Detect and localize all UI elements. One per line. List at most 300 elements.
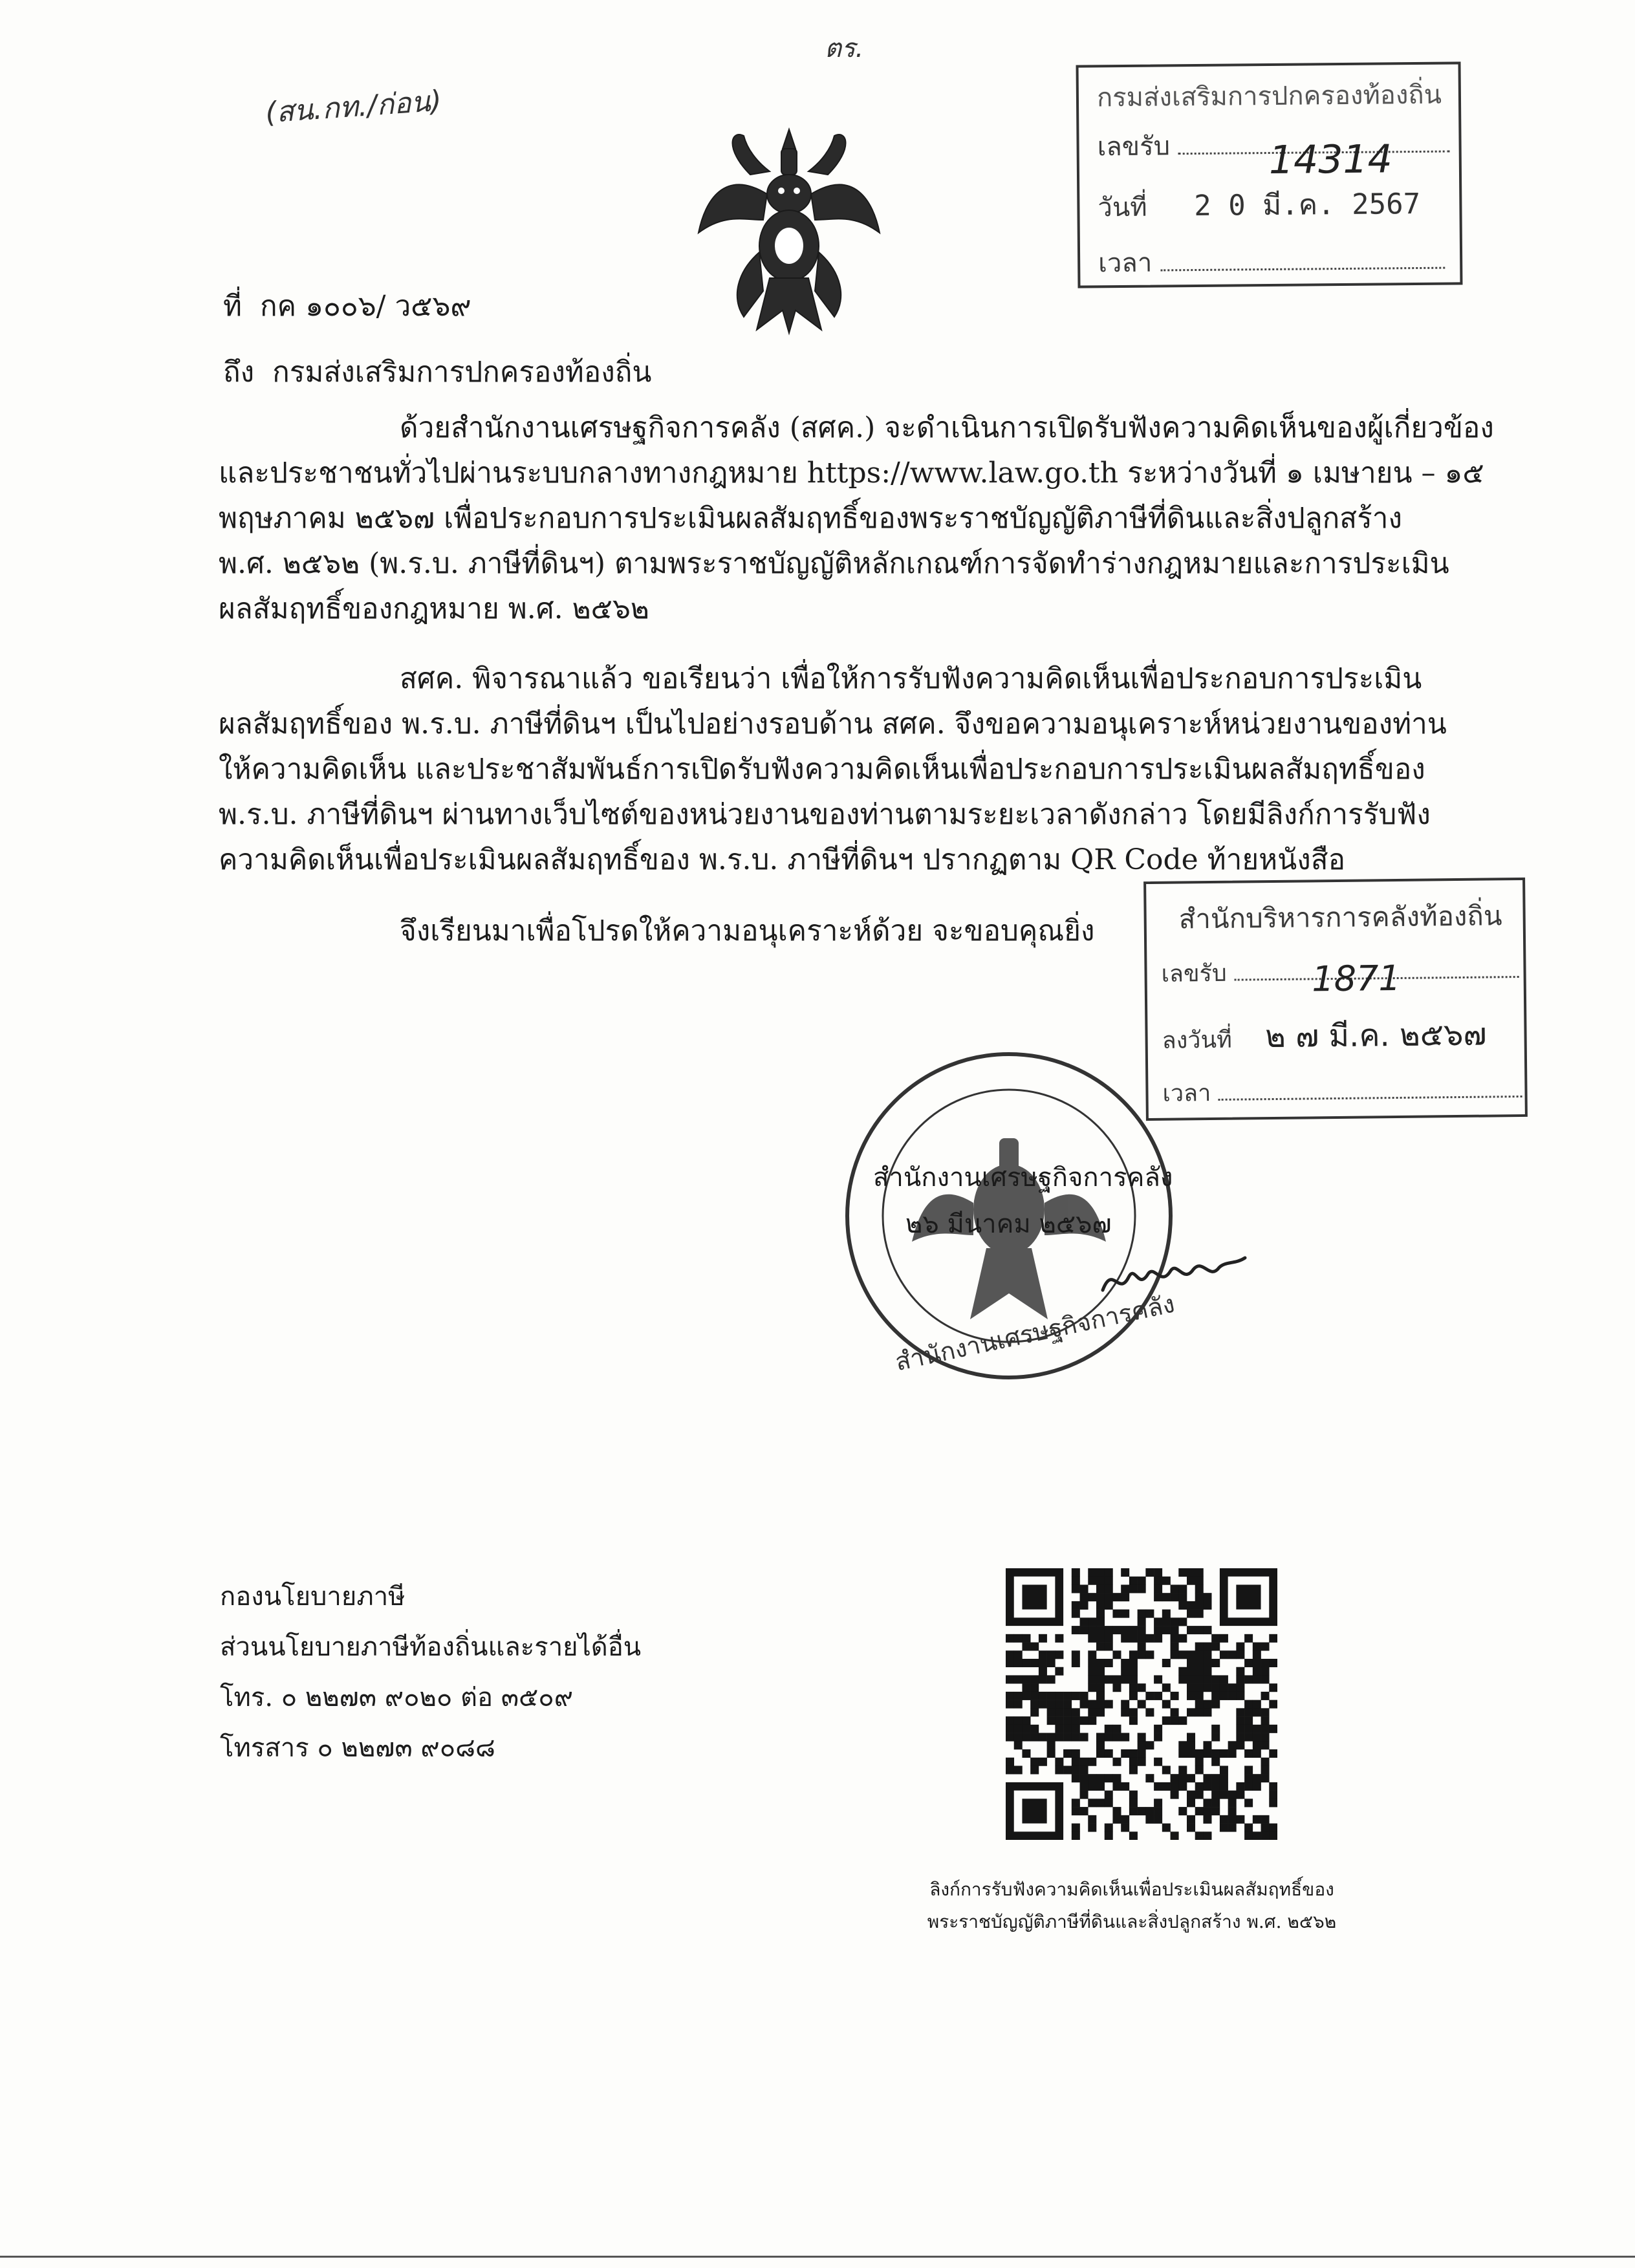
qr-module [1039,1634,1047,1643]
qr-module [1129,1749,1138,1758]
qr-module [1006,1758,1014,1766]
top-mark: ตร. [825,34,864,63]
qr-module [1195,1791,1204,1799]
qr-module [1178,1774,1187,1782]
qr-module [1014,1650,1023,1659]
qr-module [1203,1708,1211,1716]
qr-module [1162,1766,1171,1774]
qr-module [1022,1725,1030,1733]
qr-module [1105,1675,1113,1683]
qr-module [1006,1725,1014,1733]
stamp-2-number-label: เลขรับ [1161,960,1227,988]
qr-module [1162,1782,1171,1791]
qr-module [1121,1568,1129,1577]
qr-module [1055,1733,1063,1742]
qr-module [1022,1692,1030,1700]
qr-module [1195,1650,1204,1659]
qr-module [1080,1774,1088,1782]
qr-module [1063,1725,1072,1733]
qr-module [1178,1675,1187,1683]
stamp-2-date-row [1162,1010,1487,1063]
qr-module [1047,1741,1056,1749]
qr-module [1072,1601,1080,1610]
qr-module [1121,1749,1129,1758]
qr-module [1022,1733,1030,1742]
qr-module [1080,1617,1088,1626]
qr-module [1244,1782,1253,1791]
qr-module [1154,1692,1162,1700]
qr-module [1129,1634,1138,1643]
qr-module [1030,1683,1039,1692]
qr-module [1211,1692,1220,1700]
qr-module [1022,1716,1030,1725]
office-seal [841,1048,1177,1384]
qr-module [1088,1716,1096,1725]
qr-module [1261,1692,1270,1700]
qr-module [1195,1807,1204,1815]
qr-module [1105,1774,1113,1782]
qr-module [1261,1733,1270,1742]
qr-module [1138,1643,1146,1651]
qr-module [1203,1659,1211,1667]
qr-module [1244,1798,1253,1807]
qr-module [1187,1791,1195,1799]
qr-module [1105,1749,1113,1758]
qr-module [1171,1692,1179,1700]
qr-module [1039,1700,1047,1709]
stamp-2-number-line [1234,957,1519,1000]
scan-edge-divider [0,2256,1635,2258]
qr-module [1253,1700,1261,1709]
qr-module [1220,1683,1228,1692]
qr-module [1129,1584,1138,1593]
qr-module [1105,1725,1113,1733]
qr-module [1261,1725,1270,1733]
qr-module [1063,1733,1072,1742]
qr-module [1253,1733,1261,1742]
qr-module [1105,1700,1113,1709]
qr-module [1096,1617,1105,1626]
qr-module [1096,1577,1105,1585]
qr-module [1195,1700,1204,1709]
qr-module [1211,1634,1220,1643]
stamp-1-number-row [1097,123,1450,184]
qr-module [1138,1758,1146,1766]
qr-module [1145,1815,1154,1824]
qr-module [1121,1626,1129,1634]
qr-module [1228,1741,1237,1749]
qr-module [1105,1824,1113,1832]
qr-module [1138,1683,1146,1692]
qr-module [1269,1791,1277,1799]
qr-module [1195,1708,1204,1716]
qr-module [1022,1634,1030,1643]
qr-module [1178,1650,1187,1659]
qr-module [1145,1807,1154,1815]
qr-module [1072,1766,1080,1774]
qr-module [1187,1798,1195,1807]
qr-module [1121,1667,1129,1676]
qr-module [1096,1692,1105,1700]
qr-module [1047,1675,1056,1683]
qr-module [1014,1675,1023,1683]
qr-module [1203,1798,1211,1807]
reference-line [223,283,471,329]
qr-module [1022,1675,1030,1683]
qr-module [1236,1643,1244,1651]
qr-module [1072,1798,1080,1807]
stamp-2-time-row [1162,1071,1522,1112]
receipt-stamp-2 [1143,878,1528,1121]
qr-module [1154,1593,1162,1601]
qr-module [1072,1577,1080,1585]
qr-module [1121,1634,1129,1643]
qr-module [1211,1659,1220,1667]
qr-module [1187,1675,1195,1683]
qr-module [1203,1643,1211,1651]
qr-module [1261,1675,1270,1683]
qr-module [1244,1708,1253,1716]
qr-module [1261,1667,1270,1676]
qr-module [1195,1675,1204,1683]
stamp-1-date-row [1098,181,1420,229]
qr-module [1096,1626,1105,1634]
qr-module [1211,1683,1220,1692]
qr-module [1220,1650,1228,1659]
qr-module [1211,1807,1220,1815]
qr-module [1129,1758,1138,1766]
qr-module [1121,1700,1129,1709]
qr-module [1030,1708,1039,1716]
qr-module [1187,1815,1195,1824]
qr-module [1088,1675,1096,1683]
qr-module [1171,1716,1179,1725]
qr-module [1211,1774,1220,1782]
qr-module [1080,1807,1088,1815]
qr-module [1030,1733,1039,1742]
qr-module [1129,1675,1138,1683]
qr-module [1195,1593,1204,1601]
stamp-1-date-value: 2 0 มี.ค. 2567 [1194,187,1421,223]
qr-module [1253,1667,1261,1676]
qr-caption-line-2: พระราชบัญญัติภาษีที่ดินและสิ่งปลูกสร้าง พ.ศ. ๒๕๖๒ [927,1911,1337,1932]
qr-module [1129,1798,1138,1807]
qr-module [1112,1782,1121,1791]
qr-module [1171,1650,1179,1659]
qr-module [1171,1584,1179,1593]
qr-module [1072,1774,1080,1782]
qr-module [1195,1683,1204,1692]
qr-module [1105,1643,1113,1651]
qr-module [1187,1610,1195,1618]
qr-module [1088,1659,1096,1667]
qr-module [1211,1733,1220,1742]
stamp-1-time-label: เวลา [1098,248,1153,279]
qr-module [1195,1568,1204,1577]
qr-module [1030,1692,1039,1700]
qr-module [1244,1824,1253,1832]
qr-module [1096,1749,1105,1758]
qr-module [1072,1831,1080,1840]
qr-module [1187,1741,1195,1749]
stamp-1-time-line [1160,267,1445,272]
qr-module [1244,1725,1253,1733]
qr-module [1022,1683,1030,1692]
qr-module [1236,1741,1244,1749]
qr-module [1178,1617,1187,1626]
qr-module [1039,1650,1047,1659]
qr-module [1129,1650,1138,1659]
qr-module [1162,1593,1171,1601]
qr-module [1030,1725,1039,1733]
qr-module [1112,1683,1121,1692]
qr-module [1121,1815,1129,1824]
qr-module [1253,1708,1261,1716]
qr-module [1080,1782,1088,1791]
qr-module [1072,1725,1080,1733]
receipt-stamp-1 [1076,61,1463,288]
qr-module [1178,1568,1187,1577]
qr-module [1096,1568,1105,1577]
qr-module [1261,1831,1270,1840]
qr-module [1253,1643,1261,1651]
qr-module [1220,1824,1228,1832]
qr-module [1096,1741,1105,1749]
qr-module [1162,1659,1171,1667]
body-line: พฤษภาคม ๒๕๖๗ เพื่อประกอบการประเมินผลสัมฤทธิ์ของพระราชบัญญัติภาษีที่ดินและสิ่งปลูกสร้าง [219,502,1402,535]
qr-module [1129,1577,1138,1585]
qr-module [1228,1798,1237,1807]
qr-module [1129,1692,1138,1700]
qr-module [1080,1692,1088,1700]
qr-module [1138,1577,1146,1585]
qr-module [1203,1683,1211,1692]
qr-module [1171,1634,1179,1643]
qr-module [1105,1791,1113,1799]
qr-module [1105,1831,1113,1840]
qr-module [1105,1584,1113,1593]
qr-module [1112,1626,1121,1634]
stamp-2-time-line [1218,1096,1522,1101]
qr-module [1195,1601,1204,1610]
qr-module [1244,1733,1253,1742]
qr-module [1096,1643,1105,1651]
qr-module [1145,1708,1154,1716]
qr-module [1112,1733,1121,1742]
qr-module [1178,1584,1187,1593]
qr-module [1121,1675,1129,1683]
qr-module [1236,1667,1244,1676]
qr-module [1129,1766,1138,1774]
qr-module [1072,1708,1080,1716]
qr-module [1269,1634,1277,1643]
qr-module [1228,1815,1237,1824]
qr-module [1178,1667,1187,1676]
qr-module [1162,1700,1171,1709]
qr-module [1047,1733,1056,1742]
qr-module [1253,1659,1261,1667]
qr-module [1112,1807,1121,1815]
qr-module [1072,1733,1080,1742]
qr-module [1129,1683,1138,1692]
qr-module [1014,1659,1023,1667]
qr-module [1261,1659,1270,1667]
qr-module [1063,1708,1072,1716]
qr-module [1195,1749,1204,1758]
qr-module [1269,1659,1277,1667]
qr-module [1039,1667,1047,1676]
qr-module [1261,1758,1270,1766]
qr-module [1195,1692,1204,1700]
qr-module [1055,1716,1063,1725]
qr-module [1096,1584,1105,1593]
qr-module [1112,1675,1121,1683]
qr-module [1220,1749,1228,1758]
qr-module [1088,1617,1096,1626]
qr-module [1039,1758,1047,1766]
body-line: ความคิดเห็นเพื่อประเมินผลสัมฤทธิ์ของ พ.ร.บ. ภาษีที่ดินฯ ปรากฏตาม QR Code ท้ายหนังสือ [219,843,1346,876]
qr-module [1047,1708,1056,1716]
qr-module [1088,1683,1096,1692]
qr-module [1088,1700,1096,1709]
stamp-2-title: สำนักบริหารการคลังท้องถิ่น [1178,900,1502,935]
qr-module [1145,1741,1154,1749]
qr-module [1129,1667,1138,1676]
stamp-1-number-line [1178,136,1450,184]
qr-module [1063,1716,1072,1725]
qr-module [1187,1626,1195,1634]
qr-module [1178,1634,1187,1643]
qr-module [1088,1708,1096,1716]
qr-module [1072,1584,1080,1593]
stamp-2-number-value: 1871 [1311,957,1402,1000]
qr-module [1080,1758,1088,1766]
qr-module [1030,1675,1039,1683]
qr-module [1047,1650,1056,1659]
qr-module [1154,1725,1162,1733]
qr-module [1269,1798,1277,1807]
addressee-line [223,349,651,394]
qr-module [1039,1733,1047,1742]
qr-module [1154,1807,1162,1815]
qr-module [1072,1807,1080,1815]
qr-code[interactable] [1006,1568,1277,1840]
qr-module [1096,1675,1105,1683]
reference-number: กค ๑๐๐๖/ ว๕๖๙ [260,290,471,323]
qr-finder-center [1022,1798,1046,1823]
qr-finder-center [1022,1584,1046,1609]
qr-module [1203,1807,1211,1815]
qr-module [1039,1675,1047,1683]
qr-module [1187,1749,1195,1758]
body-line: พ.ร.บ. ภาษีที่ดินฯ ผ่านทางเว็บไซต์ของหน่วยงานของท่านตามระยะเวลาดังกล่าว โดยมีลิงก์การรับฟัง [219,798,1431,831]
qr-module [1121,1610,1129,1618]
qr-module [1030,1700,1039,1709]
qr-module [1105,1626,1113,1634]
qr-module [1138,1610,1146,1618]
qr-module [1171,1791,1179,1799]
qr-module [1096,1659,1105,1667]
qr-module [1063,1749,1072,1758]
handwritten-note: (สน.กท./ก่อน) [264,84,443,130]
qr-module [1203,1782,1211,1791]
qr-module [1129,1716,1138,1725]
qr-module [1055,1634,1063,1643]
body-line: สศค. พิจารณาแล้ว ขอเรียนว่า เพื่อให้การรับฟังความคิดเห็นเพื่อประกอบการประเมิน [400,662,1422,695]
qr-module [1112,1610,1121,1618]
qr-module [1187,1568,1195,1577]
qr-module [1162,1824,1171,1832]
qr-module [1088,1782,1096,1791]
stamp-2-date-label: ลงวันที่ [1162,1026,1233,1054]
qr-module [1178,1766,1187,1774]
qr-module [1014,1733,1023,1742]
qr-module [1171,1831,1179,1840]
qr-module [1096,1601,1105,1610]
qr-module [1072,1758,1080,1766]
qr-module [1261,1716,1270,1725]
qr-module [1014,1634,1023,1643]
qr-module [1154,1798,1162,1807]
qr-module [1171,1593,1179,1601]
qr-module [1138,1807,1146,1815]
qr-module [1105,1733,1113,1742]
stamp-2-number-row [1161,951,1519,1000]
body-line: ให้ความคิดเห็น และประชาสัมพันธ์การเปิดรับฟังความคิดเห็นเพื่อประกอบการประเมินผลสัมฤทธิ์ของ [219,753,1425,786]
qr-module [1088,1634,1096,1643]
qr-module [1080,1733,1088,1742]
qr-module [1055,1725,1063,1733]
qr-module [1178,1601,1187,1610]
qr-module [1138,1617,1146,1626]
qr-module [1269,1831,1277,1840]
qr-module [1244,1634,1253,1643]
stamp-2-time-label: เวลา [1162,1080,1211,1107]
stamp-1-number-value: 14314 [1268,136,1393,184]
qr-module [1154,1815,1162,1824]
qr-module [1138,1733,1146,1742]
qr-module [1072,1716,1080,1725]
qr-module [1096,1733,1105,1742]
qr-module [1080,1584,1088,1593]
stamp-1-title: กรมส่งเสริมการปกครองท้องถิ่น [1096,80,1442,113]
qr-module [1047,1692,1056,1700]
qr-module [1236,1782,1244,1791]
qr-module [1105,1568,1113,1577]
qr-module [1121,1733,1129,1742]
qr-module [1112,1774,1121,1782]
qr-module [1072,1568,1080,1577]
body-line: และประชาชนทั่วไปผ่านระบบกลางทางกฎหมาย https://www.law.go.th ระหว่างวันที่ ๑ เมษายน – ๑๕ [219,457,1484,490]
qr-module [1055,1692,1063,1700]
qr-module [1211,1675,1220,1683]
qr-module [1220,1675,1228,1683]
qr-module [1096,1708,1105,1716]
qr-module [1236,1650,1244,1659]
footer-tel: โทร. ๐ ๒๒๗๓ ๙๐๒๐ ต่อ ๓๕๐๙ [220,1683,574,1712]
qr-module [1244,1774,1253,1782]
qr-module [1261,1643,1270,1651]
qr-module [1261,1824,1270,1832]
qr-module [1269,1725,1277,1733]
qr-module [1121,1782,1129,1791]
qr-module [1187,1601,1195,1610]
qr-module [1088,1577,1096,1585]
qr-module [1088,1758,1096,1766]
qr-module [1211,1758,1220,1766]
qr-module [1088,1593,1096,1601]
qr-module [1228,1650,1237,1659]
